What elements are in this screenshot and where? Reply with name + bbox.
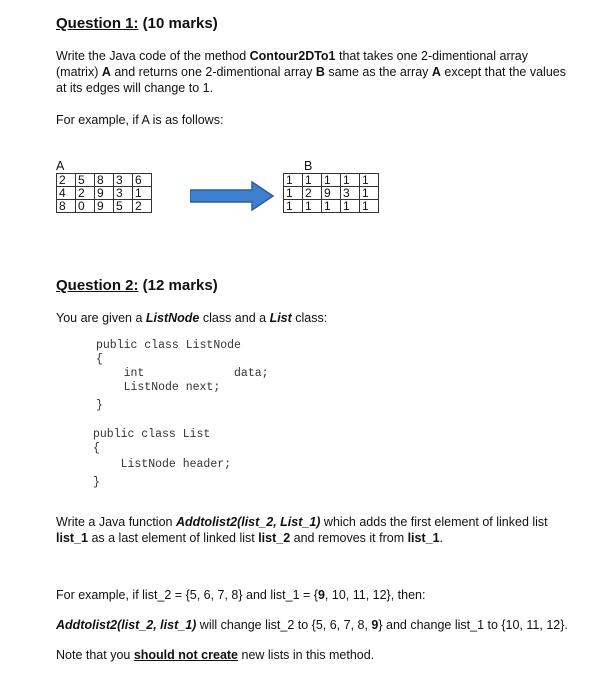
- q2-highlight-value: 9: [317, 588, 325, 602]
- q2-text: , 10, 11, 12}, then:: [324, 588, 426, 602]
- q2-text: For example, if list_2 = {5, 6, 7, 8} and list_1 = {: [56, 588, 318, 602]
- right-arrow-icon: [190, 181, 274, 211]
- q2-text: You are given a: [56, 311, 146, 325]
- matrix-b-cell: 2: [303, 187, 322, 200]
- matrix-b: [283, 160, 379, 213]
- q1-text: that takes one 2-dimentional array: [335, 49, 528, 63]
- code-line: int data;: [96, 367, 269, 380]
- code-line: }: [93, 476, 100, 489]
- matrix-a-label: A: [56, 159, 65, 173]
- q2-task-line-1: [56, 514, 604, 530]
- matrix-b-cell: 3: [341, 187, 360, 200]
- matrix-b-table: [283, 173, 379, 213]
- matrix-b-row: [284, 200, 379, 213]
- matrix-a-cell: 5: [76, 174, 95, 187]
- q2-text: new lists in this method.: [238, 648, 375, 662]
- q1-title-number: Question 1:: [56, 15, 139, 32]
- q2-task-line-2: [56, 530, 604, 546]
- code-line: {: [96, 353, 103, 366]
- matrix-a-cell: 2: [76, 187, 95, 200]
- matrix-b-cell: 1: [303, 200, 322, 213]
- q2-text: and removes it from: [290, 531, 408, 545]
- q2-text: which adds the first element of linked list: [320, 515, 548, 529]
- matrix-b-cell: 1: [322, 200, 341, 213]
- matrix-b-cell: 9: [322, 187, 341, 200]
- matrix-b-label: B: [304, 159, 313, 173]
- matrix-a-cell: 3: [114, 187, 133, 200]
- matrix-a-cell: 9: [95, 200, 114, 213]
- q2-class-list: List: [269, 311, 292, 325]
- q2-title-marks: (12 marks): [138, 277, 218, 294]
- q2-list-1: list_1: [407, 531, 440, 545]
- code-line: public class List: [93, 428, 211, 441]
- matrix-b-cell: 1: [341, 174, 360, 187]
- q2-highlight-value: 9: [371, 618, 379, 632]
- q1-title-marks: (10 marks): [138, 15, 218, 32]
- q2-text: class and a: [199, 311, 270, 325]
- q1-description: [56, 48, 601, 96]
- q2-text: .: [439, 531, 444, 545]
- code-line: }: [96, 399, 103, 412]
- q2-title: [56, 277, 218, 294]
- matrix-a-cell: 1: [133, 187, 152, 200]
- q1-desc-line-3: at its edges will change to 1.: [56, 81, 214, 95]
- q1-text: same as the array: [324, 65, 432, 79]
- matrix-a-cell: 8: [95, 174, 114, 187]
- code-line: {: [93, 442, 100, 455]
- q2-list-1: list_1: [56, 531, 88, 545]
- q1-desc-line-2: [56, 64, 601, 80]
- matrix-b-cell: 1: [284, 187, 303, 200]
- q1-var-a: A: [431, 65, 441, 79]
- matrix-a-row: [57, 200, 152, 213]
- q1-method-name: Contour2DTo1: [249, 49, 336, 63]
- matrix-a-cell: 6: [133, 174, 152, 187]
- q1-title: [56, 15, 218, 32]
- q2-result: [56, 617, 568, 633]
- q1-example-text: For example, if A is as follows:: [56, 113, 224, 127]
- q1-text: except that the values: [440, 65, 566, 79]
- q2-text: class:: [291, 311, 328, 325]
- q2-class-listnode: ListNode: [145, 311, 200, 325]
- q1-text: (matrix): [56, 65, 102, 79]
- matrix-a-cell: 9: [95, 187, 114, 200]
- q2-note: [56, 647, 374, 663]
- matrix-b-cell: 1: [284, 200, 303, 213]
- q1-text: Write the Java code of the method: [56, 49, 250, 63]
- matrix-b-cell: 1: [360, 200, 379, 213]
- matrix-a-row: [57, 187, 152, 200]
- matrix-b-cell: 1: [303, 174, 322, 187]
- matrix-a-cell: 2: [133, 200, 152, 213]
- matrix-b-cell: 1: [341, 200, 360, 213]
- q1-var-a: A: [101, 65, 111, 79]
- q1-var-b: B: [315, 65, 325, 79]
- q2-task: [56, 514, 604, 546]
- q2-function-call: Addtolist2(list_2, list_1): [56, 618, 197, 632]
- q2-function-name: Addtolist2(list_2, List_1): [175, 515, 321, 529]
- matrix-a-cell: 8: [57, 200, 76, 213]
- matrix-a-cell: 3: [114, 174, 133, 187]
- code-listnode: [96, 339, 269, 413]
- matrix-a-cell: 2: [57, 174, 76, 187]
- matrix-b-cell: 1: [360, 187, 379, 200]
- q2-text: will change list_2 to {5, 6, 7, 8,: [196, 618, 372, 632]
- code-line: ListNode header;: [93, 458, 232, 471]
- q2-text: Note that you: [56, 648, 134, 662]
- matrix-a-cell: 4: [57, 187, 76, 200]
- matrix-a-cell: 5: [114, 200, 133, 213]
- matrix-a: [56, 160, 152, 213]
- q2-example: [56, 587, 425, 603]
- code-line: ListNode next;: [96, 381, 221, 394]
- code-list: [93, 428, 231, 490]
- matrix-b-row: [284, 187, 379, 200]
- q2-note-emphasis: should not create: [133, 648, 239, 662]
- matrix-b-cell: 1: [360, 174, 379, 187]
- q1-text: and returns one 2-dimentional array: [110, 65, 316, 79]
- q2-text: as a last element of linked list: [87, 531, 259, 545]
- matrix-b-row: [284, 174, 379, 187]
- matrix-b-cell: 1: [284, 174, 303, 187]
- q2-text: Write a Java function: [56, 515, 176, 529]
- q2-list-2: list_2: [258, 531, 291, 545]
- q2-text: } and change list_1 to {10, 11, 12}.: [378, 618, 568, 632]
- q2-intro: [56, 310, 327, 326]
- matrix-b-cell: 1: [322, 174, 341, 187]
- matrix-a-row: [57, 174, 152, 187]
- q1-desc-line-1: [56, 48, 601, 64]
- q2-title-number: Question 2:: [56, 277, 139, 294]
- code-line: public class ListNode: [96, 339, 241, 352]
- matrix-a-cell: 0: [76, 200, 95, 213]
- matrix-a-table: [56, 173, 152, 213]
